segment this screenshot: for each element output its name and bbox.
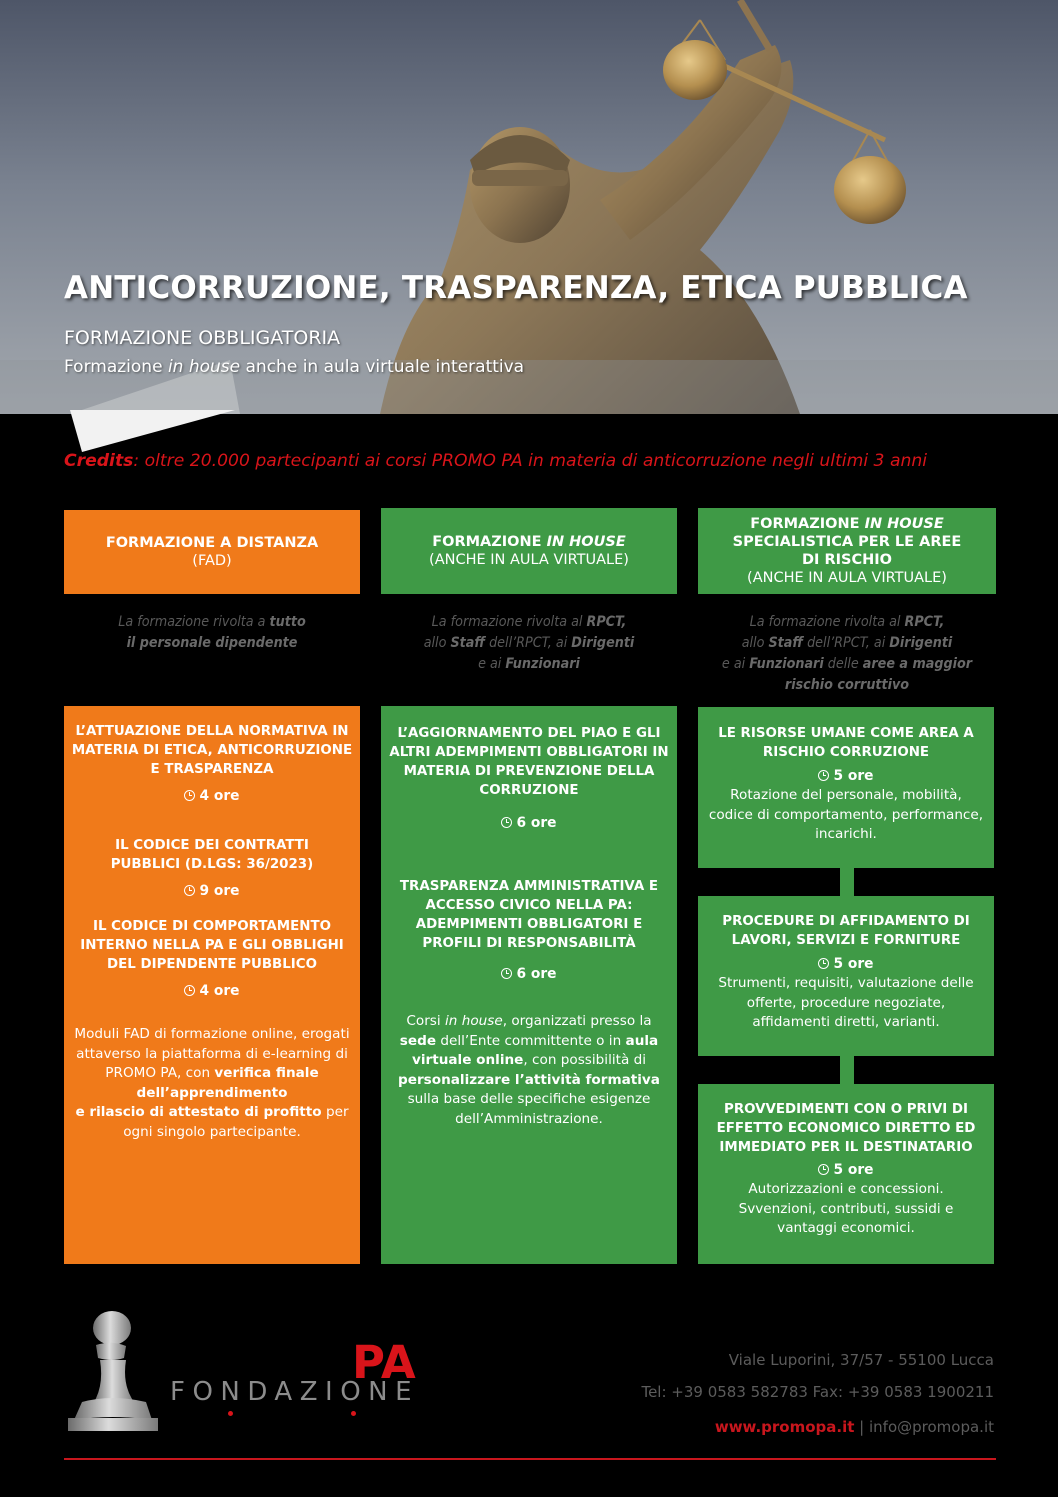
course-title: L’ATTUAZIONE DELLA NORMATIVA IN MATERIA DI ETICA, ANTICORRUZIONE E TRASPARENZA [71, 724, 353, 777]
target-text: La formazione rivolta al [431, 614, 587, 630]
separator: | [854, 1418, 869, 1436]
target-bold: rischio corruttivo [784, 677, 910, 693]
hours-text: 5 ore [833, 768, 874, 784]
email-link[interactable]: info@promopa.it [869, 1418, 994, 1436]
hours-text: 4 ore [199, 983, 240, 999]
course-title: LE RISORSE UMANE COME AREA A RISCHIO CORRUZIONE [718, 726, 974, 760]
course-hours [706, 955, 986, 974]
column-header-fad [64, 510, 360, 594]
desc-text: sulla base delle specifiche esigenze dell’Amministrazione. [407, 1091, 651, 1127]
clock-icon [818, 1164, 829, 1175]
target-line [698, 654, 996, 675]
box-connector [840, 868, 854, 896]
clock-icon [818, 958, 829, 969]
target-bold: tutto [269, 614, 306, 630]
target-bold: RPCT, [904, 614, 945, 630]
desc-text: Corsi [406, 1013, 445, 1029]
desc-bold: sede [399, 1032, 437, 1049]
header-line: DI RISCHIO [802, 552, 892, 568]
box-connector [840, 1056, 854, 1084]
header-line: SPECIALISTICA PER LE AREE [732, 534, 962, 550]
fad-course-box [64, 706, 360, 1264]
column-header-in-house [381, 508, 677, 594]
header-line: (FAD) [192, 553, 232, 569]
logo-fondazione-text: FONDAZIONE [170, 1377, 420, 1407]
desc-bold: aula virtuale online [411, 1032, 659, 1068]
target-text: e ai [478, 656, 506, 672]
logo-pa-text: PA [352, 1336, 416, 1389]
target-line [381, 612, 677, 633]
target-line [381, 633, 677, 654]
header-text-italic: IN HOUSE [864, 516, 944, 532]
target-text: dell’RPCT, ai [803, 635, 890, 651]
course-title: PROCEDURE DI AFFIDAMENTO DI LAVORI, SERVIZI E FORNITURE [722, 914, 970, 948]
hero-white-wedge [70, 410, 240, 455]
course-description: Autorizzazioni e concessioni. Svvenzioni, contributi, sussidi e vantaggi economici. [738, 1181, 954, 1236]
target-text: allo [741, 635, 769, 651]
website-link[interactable]: www.promopa.it [714, 1418, 855, 1436]
credits-text: : oltre 20.000 partecipanti ai corsi PROMO PA in materia di anticorruzione negli ultimi 3 anni [133, 451, 928, 471]
hours-text: 4 ore [199, 788, 240, 804]
target-bold: Staff [450, 635, 486, 651]
course-hours [70, 787, 354, 806]
column-header-specialistica [698, 508, 996, 594]
course-hours [70, 882, 354, 901]
tagline-italic: in house [167, 357, 241, 377]
logo-dot [351, 1411, 356, 1416]
target-bold: Funzionari [749, 656, 824, 672]
target-line [64, 633, 360, 654]
in-house-description [383, 1012, 675, 1129]
desc-bold: personalizzare l’attività formativa [398, 1071, 660, 1088]
header-line: FORMAZIONE A DISTANZA [105, 535, 319, 551]
desc-text: dell’Ente committente o in [436, 1032, 626, 1049]
course-hours [704, 1161, 988, 1180]
course-hours [70, 982, 354, 1001]
justice-statue-image [0, 0, 1058, 414]
page-tagline [64, 357, 524, 377]
page-subtitle: FORMAZIONE OBBLIGATORIA [64, 327, 341, 349]
header-text-italic: IN HOUSE [546, 534, 626, 550]
desc-text: , organizzati presso la [502, 1013, 652, 1029]
footer-phone: Tel: +39 0583 582783 Fax: +39 0583 1900211 [641, 1383, 994, 1401]
hours-text: 5 ore [833, 1162, 874, 1178]
course-title: IL CODICE DI COMPORTAMENTO INTERNO NELLA PA E GLI OBBLIGHI DEL DIPENDENTE PUBBLICO [80, 919, 344, 972]
footer-divider [64, 1458, 996, 1460]
target-text: La formazione rivolta al [749, 614, 905, 630]
target-line [698, 612, 996, 633]
tagline-part: anche in aula virtuale interattiva [240, 357, 525, 377]
header-line [750, 515, 944, 533]
header-text: FORMAZIONE [750, 516, 865, 532]
course-hours [383, 814, 675, 833]
hours-text: 6 ore [516, 966, 557, 982]
specialistica-course-box [698, 896, 994, 1056]
footer-address: Viale Luporini, 37/57 - 55100 Lucca [728, 1351, 994, 1369]
fad-description [70, 1025, 354, 1142]
hours-text: 9 ore [199, 883, 240, 899]
target-in-house [381, 612, 677, 675]
course-title: L’AGGIORNAMENTO DEL PIAO E GLI ALTRI ADEMPIMENTI OBBLIGATORI IN MATERIA DI PREVENZIONE DELLA CORRUZIONE [389, 726, 669, 798]
logo-dot [228, 1411, 233, 1416]
tagline-part: Formazione [64, 357, 168, 377]
header-text: FORMAZIONE [432, 534, 547, 550]
header-line [432, 533, 626, 551]
desc-text: per ogni singolo partecipante. [123, 1104, 349, 1140]
target-bold: RPCT, [586, 614, 627, 630]
course-hours [383, 965, 675, 984]
clock-icon [501, 817, 512, 828]
desc-bold: e rilascio di attestato di profitto [75, 1104, 322, 1120]
clock-icon [184, 885, 195, 896]
in-house-course-box [381, 706, 677, 1264]
target-line [381, 654, 677, 675]
target-bold: Staff [768, 635, 804, 651]
course-title: IL CODICE DEI CONTRATTI PUBBLICI (D.LGS: 36/2023) [110, 838, 314, 872]
target-bold: Dirigenti [889, 635, 953, 651]
desc-italic: in house [444, 1013, 503, 1029]
course-title: PROVVEDIMENTI CON O PRIVI DI EFFETTO ECONOMICO DIRETTO ED IMMEDIATO PER IL DESTINATARIO [716, 1102, 976, 1155]
target-line [698, 675, 996, 696]
specialistica-course-box [698, 707, 994, 868]
target-bold: Dirigenti [571, 635, 635, 651]
clock-icon [184, 985, 195, 996]
target-specialistica [698, 612, 996, 696]
hero-banner [0, 0, 1058, 414]
header-line: (ANCHE IN AULA VIRTUALE) [747, 570, 947, 586]
target-text: dell’RPCT, ai [485, 635, 572, 651]
target-text: allo [423, 635, 451, 651]
clock-icon [184, 790, 195, 801]
credits-line [64, 451, 1004, 471]
desc-text: Moduli FAD di formazione online, erogati attaverso la piattaforma di e-learning di PROMO PA, con [74, 1026, 350, 1081]
desc-bold: verifica finale dell’apprendimento [136, 1065, 319, 1101]
page-title: ANTICORRUZIONE, TRASPARENZA, ETICA PUBBLICA [64, 270, 968, 306]
course-title: TRASPARENZA AMMINISTRATIVA E ACCESSO CIVICO NELLA PA: ADEMPIMENTI OBBLIGATORI E PROFILI DI RESPONSABILITÀ [399, 879, 659, 951]
target-line [698, 633, 996, 654]
desc-text: , con possibilità di [523, 1052, 647, 1068]
target-text: La formazione rivolta a [118, 614, 270, 630]
clock-icon [818, 770, 829, 781]
target-bold: aree a maggior [862, 656, 973, 672]
target-bold: Funzionari [505, 656, 580, 672]
target-text: e ai [721, 656, 750, 672]
target-line [64, 612, 360, 633]
credits-label: Credits [64, 451, 134, 471]
course-description: Rotazione del personale, mobilità, codice di comportamento, performance, incarichi. [708, 787, 984, 842]
course-hours [708, 767, 984, 786]
course-description: Strumenti, requisiti, valutazione delle offerte, procedure negoziate, affidamenti diretti, varianti. [718, 975, 974, 1030]
target-fad [64, 612, 360, 654]
hours-text: 6 ore [516, 815, 557, 831]
header-line: (ANCHE IN AULA VIRTUALE) [429, 552, 629, 568]
specialistica-course-box [698, 1084, 994, 1264]
hours-text: 5 ore [833, 956, 874, 972]
target-text: delle [823, 656, 863, 672]
footer-contacts [715, 1418, 994, 1436]
target-bold: il personale dipendente [126, 635, 298, 651]
clock-icon [501, 968, 512, 979]
